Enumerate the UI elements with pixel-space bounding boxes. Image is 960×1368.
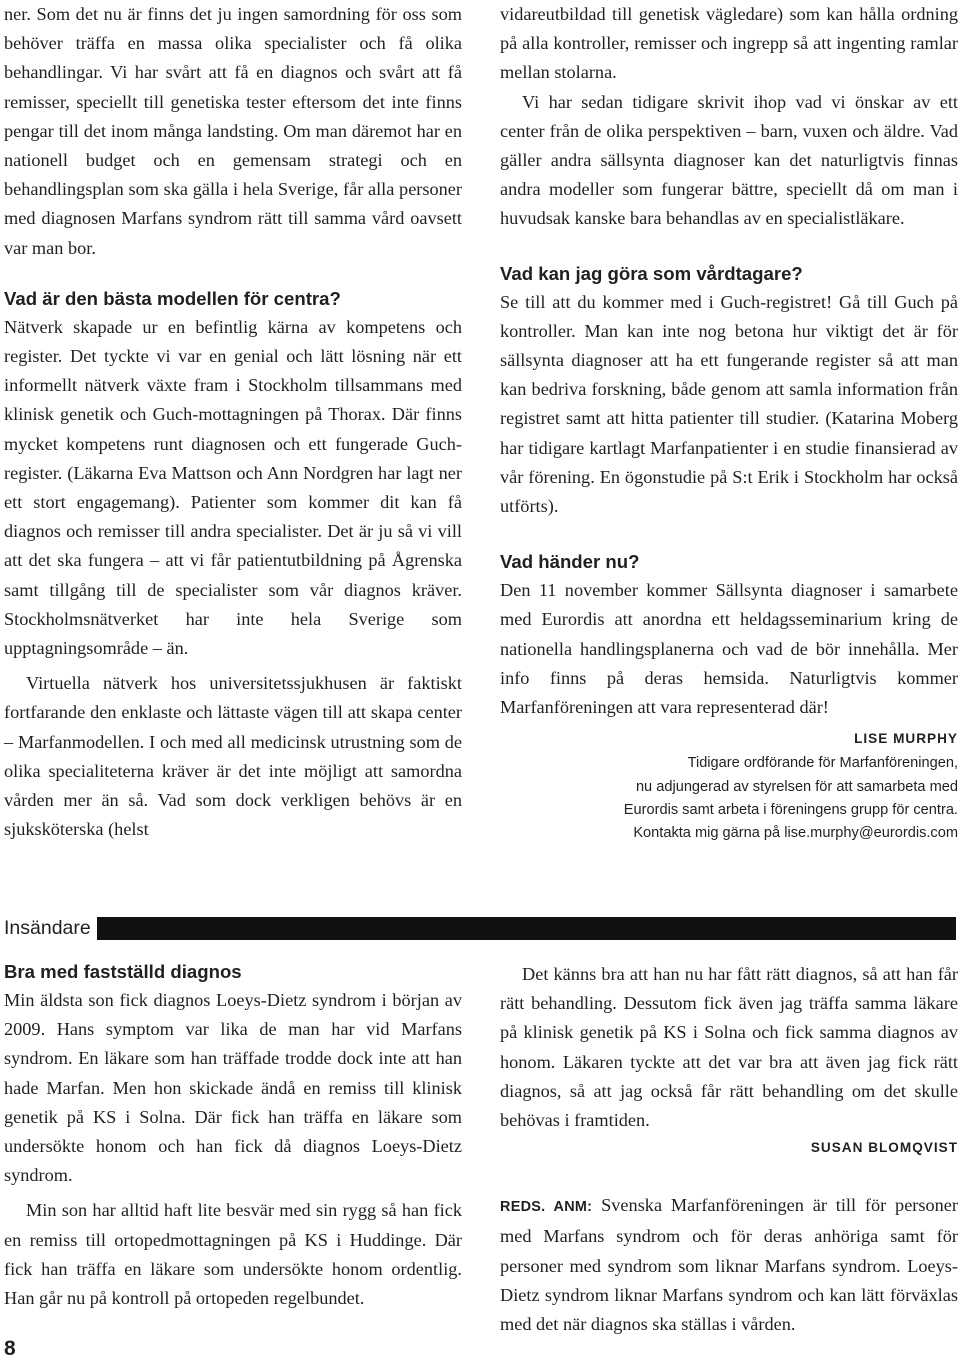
article-paragraph: ner. Som det nu är finns det ju ingen samordning för oss som behöver träffa en massa olika specialister och få olika behandlingar. Vi har svårt att få en diagnos och svårt att få remisser, speciellt till genetiska tester eftersom det inte finns pengar till det inom många landsting. Om man däremot har en nationell budget och en gemensam strategi och en behandlingsplan som ska gälla i hela Sverige, får alla personer med diagnosen Marfans syndrom rätt till samma vård oavsett var man bor. <box>4 4 462 258</box>
author-info-line: Tidigare ordförande för Marfanföreningen, <box>687 755 958 772</box>
section-label: Insändare <box>0 914 97 942</box>
article-paragraph: Virtuella nätverk hos universitetssjukhusen är faktiskt fortfarande den enklaste och lättaste vägen till att skapa center – Marfanmodellen. I och med all medicinsk utrustning som de olika specialiteterna kräver är det inte möjligt att samordna vården mer än så. Vad som dock verkligen behövs är en sjuksköterska (helst <box>4 673 462 840</box>
author-info-line: Eurordis samt arbeta i föreningens grupp för centra. <box>623 801 958 818</box>
editor-note <box>500 1191 958 1339</box>
article-paragraph: Den 11 november kommer Sällsynta diagnoser i samarbete med Eurordis att anordna ett heldagsseminarium kring de nationella handlingsplanerna och vad de bör innehålla. Mer info finns på deras hemsida. Naturligtvis kommer Marfanföreningen att vara representerad där! <box>500 580 958 718</box>
letter-left-column <box>4 960 462 1313</box>
page-number: 8 <box>4 1337 16 1360</box>
author-info-line: Kontakta mig gärna på lise.murphy@eurordis.com <box>633 825 958 842</box>
article-paragraph: Se till att du kommer med i Guch-registret! Gå till Guch på kontroller. Man kan inte nog betona hur viktigt det är för sällsynta diagnoser att ha ett fungerande register så att man kan bedriva forskning, både genom att samla information från registret samt att hitta patienter till studier. (Katarina Moberg har tidigare kartlagt Marfanpatienter i en studie finansierad av vår förening. En ögonstudie på S:t Erik i Stockholm har också utförts). <box>500 291 958 517</box>
subheading-what-happens-now: Vad händer nu? <box>500 551 640 573</box>
letter-paragraph: Det känns bra att han nu har fått rätt diagnos, så att han får rätt behandling. Dessutom fick även jag träffa samma läkare på klinisk genetik på KS i Solna och fick samma diagnos av honom. Läkaren tyckte att det var bra att även jag fick rätt diagnos, så att jag också får rätt behandling om det skulle behövas i framtiden. <box>500 964 958 1131</box>
author-name: LISE MURPHY <box>854 731 958 747</box>
letter-right-column <box>500 960 958 1339</box>
article-paragraph: vidareutbildad till genetisk vägledare) som kan hålla ordning på alla kontroller, remisser och ingrepp så att ingenting ramlar mellan stolarna. <box>500 4 958 83</box>
article-paragraph: Vi har sedan tidigare skrivit ihop vad vi önskar av ett center från de olika perspektiven – barn, vuxen och äldre. Vad gäller andra sällsynta diagnoser kan det naturligtvis finnas andra modeller som fungerar bättre, speciellt då om man i huvudsak kanske bara behandlas av en specialistläkare. <box>500 91 958 229</box>
letter-paragraph: Min son har alltid haft lite besvär med sin rygg så han fick en remiss till ortopedmottagningen på KS i Huddinge. Där fick han träffa en läkare som undersökte honom ordentlig. Han går nu på kontroll på ortopeden regelbundet. <box>4 1200 462 1309</box>
letter-author-name: SUSAN BLOMQVIST <box>810 1140 958 1156</box>
article-paragraph: Nätverk skapade ur en befintlig kärna av kompetens och register. Det tyckte vi var en genial och lätt lösning när ett informellt nätverk växte fram i Stockholm tillsammans med klinisk genetik och Guch-mottagningen på Thorax. Där finns mycket kompetens runt diagnosen och ett fungerade Guch-register. (Läkarna Eva Mattson och Ann Nordgren har lagt ner ett stort engagemang). Patienter som kommer dit kan få diagnos och remisser till andra specialister. Det är ju så vi vill att det ska fungera – att vi får patientutbildning på Ågrenska samt tillgång till de specialister som vår diagnos kräver. Stockholmsnätverket har inte hela Sverige som upptagningsområde – än. <box>4 316 462 659</box>
editor-note-text: Svenska Marfanföreningen är till för personer med Marfans syndrom och för deras anhöriga samt för personer med syndrom som liknar Marfans syndrom. Loeys-Dietz syndrom liknar Marfans syndrom och kan lätt förväxlas med det när diagnos ska ställas i vården. <box>500 1195 958 1335</box>
editor-note-label: REDS. ANM: <box>500 1199 593 1216</box>
article-left-column <box>4 0 462 844</box>
author-info-line: nu adjungerad av styrelsen för att samarbeta med <box>635 778 958 795</box>
letter-heading: Bra med fastställd diagnos <box>4 961 242 982</box>
article-right-column <box>500 0 958 845</box>
subheading-what-can-i-do: Vad kan jag göra som vårdtagare? <box>500 262 803 284</box>
letter-paragraph: Min äldsta son fick diagnos Loeys-Dietz syndrom i början av 2009. Hans symptom var lika de man har vid Marfans syndrom. En läkare som han träffade trodde dock inte att han hade Marfan. Men hon skickade ändå en remiss till klinisk genetik på KS i Solna. Där fick han träffa en läkare som undersökte honom och han fick då diagnos Loeys-Dietz syndrom. <box>4 990 462 1186</box>
section-header <box>0 914 960 942</box>
subheading-best-model: Vad är den bästa modellen för centra? <box>4 287 341 309</box>
author-info <box>500 752 958 845</box>
section-rule <box>97 917 956 940</box>
